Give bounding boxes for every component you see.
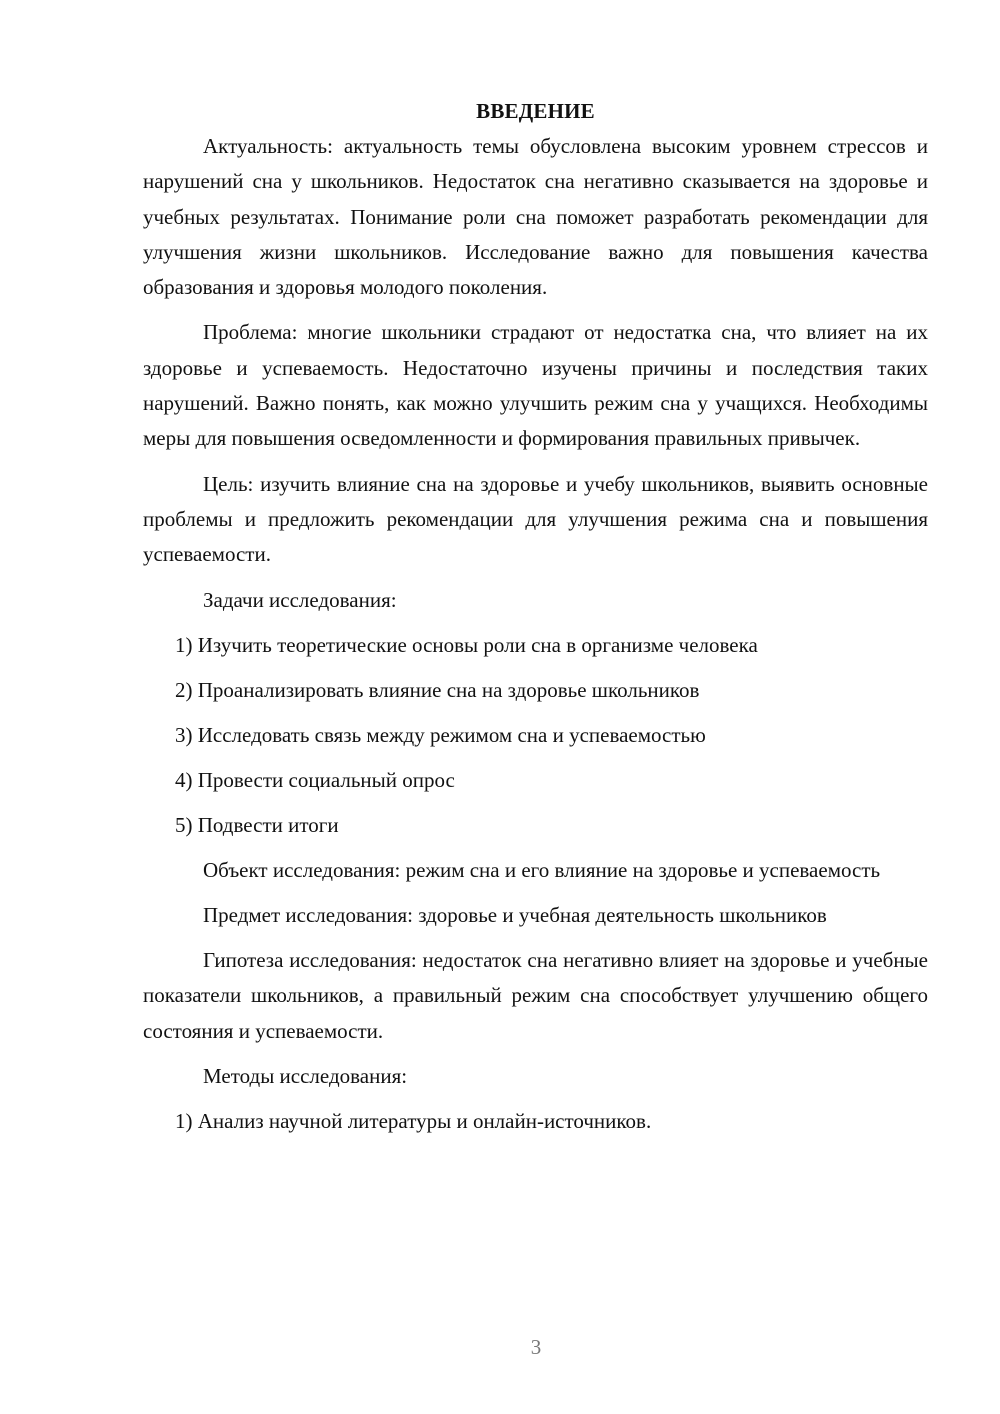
page-number: 3: [530, 1335, 542, 1359]
tasks-list: [143, 628, 928, 843]
object-paragraph: Объект исследования: режим сна и его влияние на здоровье и успеваемость: [203, 857, 881, 882]
tasks-heading: Задачи исследования:: [203, 587, 397, 612]
task-item: 4) Провести социальный опрос: [175, 767, 455, 792]
task-item: 1) Изучить теоретические основы роли сна в организме человека: [175, 632, 758, 657]
page-content: [143, 94, 928, 1149]
problem-paragraph: Проблема: многие школьники страдают от недостатка сна, что влияет на их здоровье и успеваемость. Недостаточно изучены причины и последствия таких нарушений. Важно понять, как можно улучшить режим сна у учащихся. Необходимы меры для повышения осведомленности и формирования правильных привычек.: [143, 320, 928, 451]
task-item: 2) Проанализировать влияние сна на здоровье школьников: [175, 677, 700, 702]
goal-paragraph: Цель: изучить влияние сна на здоровье и учебу школьников, выявить основные проблемы и предложить рекомендации для улучшения режима сна и повышения успеваемости.: [143, 471, 928, 567]
methods-heading: Методы исследования:: [203, 1064, 408, 1089]
subject-paragraph: Предмет исследования: здоровье и учебная деятельность школьников: [203, 902, 827, 927]
task-item: 5) Подвести итоги: [175, 812, 339, 837]
hypothesis-paragraph: Гипотеза исследования: недостаток сна негативно влияет на здоровье и учебные показатели школьников, а правильный режим сна способствует улучшению общего состояния и успеваемости.: [143, 948, 928, 1043]
task-item: 3) Исследовать связь между режимом сна и успеваемостью: [175, 722, 706, 747]
methods-list: [143, 1104, 928, 1139]
relevance-paragraph: Актуальность: актуальность темы обусловлена высоким уровнем стрессов и нарушений сна у школьников. Недостаток сна негативно сказывается на здоровье и учебных результатах. Понимание роли сна поможет разработать рекомендации для улучшения жизни школьников. Исследование важно для повышения качества образования и здоровья молодого поколения.: [143, 134, 928, 300]
page-title: ВВЕДЕНИЕ: [476, 99, 595, 123]
method-item: 1) Анализ научной литературы и онлайн-источников.: [175, 1109, 652, 1134]
